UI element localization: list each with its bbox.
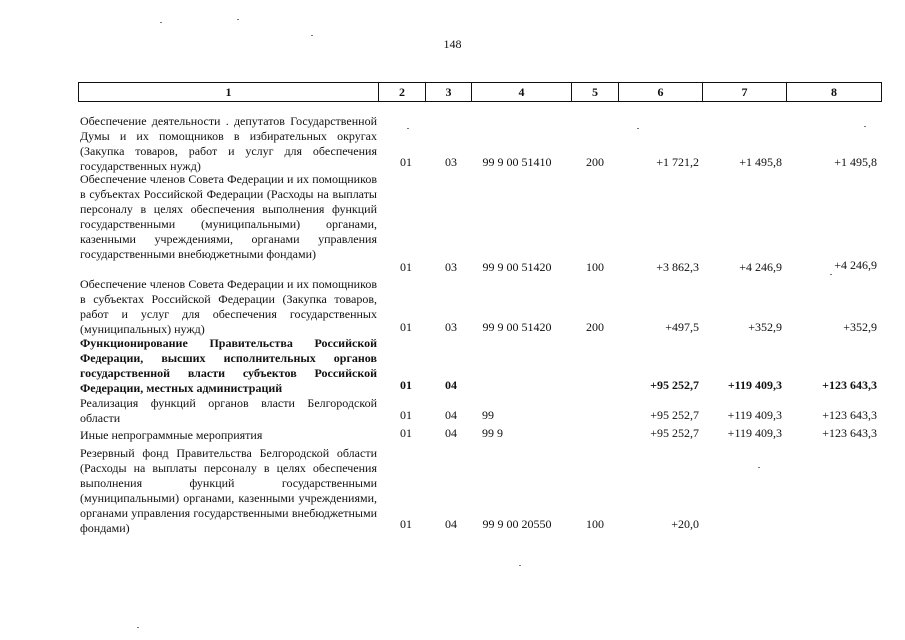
- cell-expense-type: 200: [586, 320, 604, 334]
- column-header-7: 7: [703, 83, 787, 102]
- cell-value-8: +4 246,9: [834, 258, 877, 272]
- scan-speck: [407, 128, 409, 129]
- cell-target: 99 9 00 20550: [482, 517, 552, 531]
- cell-subsection: 04: [445, 378, 457, 392]
- cell-value-8: +123 643,3: [822, 378, 877, 392]
- column-header-6: 6: [619, 83, 703, 102]
- row-description: Обеспечение членов Совета Федерации и их помощников в субъектах Российской Федерации (Закупка товаров, работ и услуг для обеспечения государственных (муниципальных) нужд): [80, 277, 377, 336]
- cell-section: 01: [400, 517, 412, 531]
- cell-expense-type: 200: [586, 155, 604, 169]
- scan-speck: [237, 19, 239, 20]
- cell-section: 01: [400, 426, 412, 440]
- row-description: Обеспечение членов Совета Федерации и их помощников в субъектах Российской Федерации (Расходы на выплаты персоналу в целях обеспечения выполнения функций государственными (муниципальными) органами, казенными учреждениями, органами управления государственными внебюджетными фондами): [80, 172, 377, 261]
- cell-value-8: +123 643,3: [822, 426, 877, 440]
- cell-value-8: +352,9: [843, 320, 877, 334]
- cell-value-7: +119 409,3: [727, 426, 782, 440]
- cell-value-7: +1 495,8: [739, 155, 782, 169]
- cell-value-8: +123 643,3: [822, 408, 877, 422]
- cell-value-7: +119 409,3: [727, 408, 782, 422]
- cell-subsection: 03: [445, 260, 457, 274]
- cell-section: 01: [400, 408, 412, 422]
- cell-section: 01: [400, 155, 412, 169]
- scan-speck: [758, 467, 760, 468]
- row-description: Реализация функций органов власти Белгородской области: [80, 396, 377, 425]
- column-header-4: 4: [472, 83, 572, 102]
- cell-value-6: +95 252,7: [650, 408, 699, 422]
- cell-subsection: 03: [445, 155, 457, 169]
- cell-subsection: 04: [445, 408, 457, 422]
- column-header-8: 8: [787, 83, 882, 102]
- cell-value-6: +1 721,2: [656, 155, 699, 169]
- cell-subsection: 04: [445, 517, 457, 531]
- cell-target: 99 9: [482, 426, 503, 440]
- cell-value-6: +95 252,7: [650, 378, 699, 392]
- cell-target: 99 9 00 51420: [482, 260, 552, 274]
- column-header-5: 5: [572, 83, 619, 102]
- cell-section: 01: [400, 320, 412, 334]
- row-description: Функционирование Правительства Российской Федерации, высших исполнительных органов государственной власти субъектов Российской Федерации, местных администраций: [80, 336, 377, 395]
- cell-value-6: +20,0: [671, 517, 699, 531]
- cell-value-6: +95 252,7: [650, 426, 699, 440]
- cell-target: 99 9 00 51410: [482, 155, 552, 169]
- cell-section: 01: [400, 260, 412, 274]
- cell-value-7: +352,9: [748, 320, 782, 334]
- cell-subsection: 04: [445, 426, 457, 440]
- cell-value-6: +497,5: [665, 320, 699, 334]
- cell-target: 99 9 00 51420: [482, 320, 552, 334]
- scan-speck: [830, 274, 832, 275]
- cell-value-7: +119 409,3: [727, 378, 782, 392]
- cell-value-7: +4 246,9: [739, 260, 782, 274]
- column-header-1: 1: [79, 83, 379, 102]
- cell-expense-type: 100: [586, 517, 604, 531]
- page-number: 148: [443, 37, 462, 51]
- scan-speck: [137, 627, 139, 628]
- scan-speck: [637, 128, 639, 129]
- row-description: Резервный фонд Правительства Белгородской области (Расходы на выплаты персоналу в целях обеспечения выполнения функций государственными (муниципальными) органами, казенными учреждениями, органами управления государственными внебюджетными фондами): [80, 446, 377, 535]
- scan-speck: [864, 126, 866, 127]
- cell-target: 99: [482, 408, 494, 422]
- column-header-2: 2: [379, 83, 426, 102]
- column-header-3: 3: [426, 83, 472, 102]
- scan-speck: [519, 565, 521, 566]
- row-description: Иные непрограммные мероприятия: [80, 428, 263, 442]
- cell-expense-type: 100: [586, 260, 604, 274]
- cell-value-8: +1 495,8: [834, 155, 877, 169]
- cell-subsection: 03: [445, 320, 457, 334]
- row-description: Обеспечение деятельности . депутатов Государственной Думы и их помощников в избирательных округах (Закупка товаров, работ и услуг для обеспечения государственных нужд): [80, 114, 377, 173]
- cell-section: 01: [400, 378, 412, 392]
- scan-speck: [311, 35, 313, 36]
- cell-value-6: +3 862,3: [656, 260, 699, 274]
- scan-speck: [160, 22, 162, 23]
